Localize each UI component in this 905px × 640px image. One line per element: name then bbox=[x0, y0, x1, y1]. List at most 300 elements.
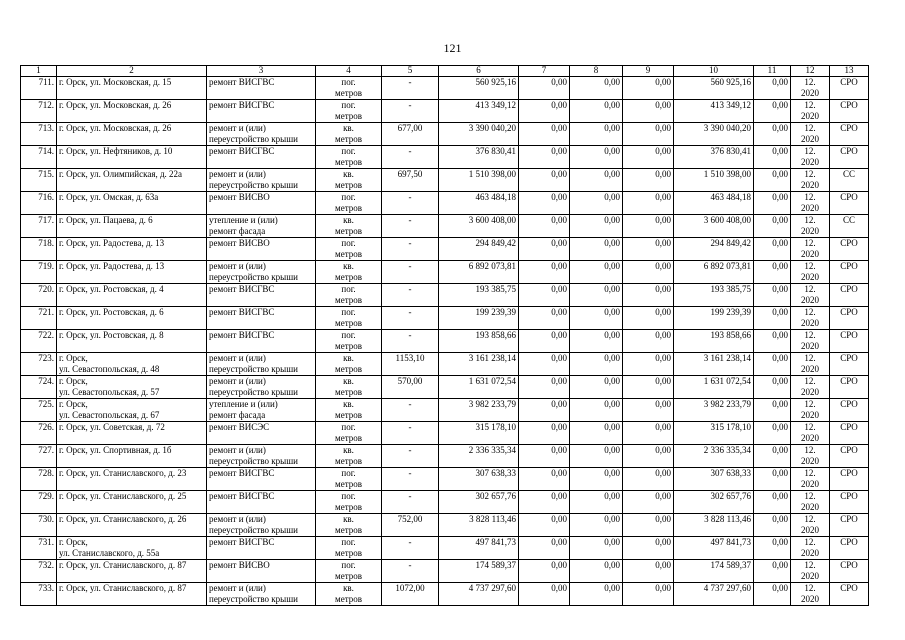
cell-line: ремонт ВИСГВС bbox=[209, 307, 275, 317]
cell-line: метров bbox=[335, 479, 362, 489]
work-type-cell bbox=[207, 583, 316, 606]
cost-cell: 0,00 bbox=[570, 376, 623, 399]
cell-line: пог. bbox=[341, 468, 356, 478]
period-cell bbox=[791, 491, 830, 514]
cell-line: ул. Станиславского, д. 55а bbox=[59, 548, 160, 558]
period-cell bbox=[791, 261, 830, 284]
cost-cell: 0,00 bbox=[570, 330, 623, 353]
cost-cell: 0,00 bbox=[623, 537, 674, 560]
unit-cell bbox=[316, 491, 382, 514]
table-row bbox=[21, 330, 869, 353]
area-cell: - bbox=[382, 77, 439, 100]
address-cell bbox=[57, 146, 207, 169]
cell-line: г. Орск, ул. Ростовская, д. 8 bbox=[59, 330, 164, 340]
cost-cell: 0,00 bbox=[754, 491, 791, 514]
cell-line: 12. bbox=[804, 261, 816, 271]
cost-cell: 0,00 bbox=[623, 422, 674, 445]
unit-cell bbox=[316, 307, 382, 330]
cell-line: 12. bbox=[804, 514, 816, 524]
cell-line: переустройство крыши bbox=[209, 594, 298, 604]
column-header: 7 bbox=[519, 66, 570, 77]
period-cell bbox=[791, 215, 830, 238]
cost-cell: 0,00 bbox=[570, 77, 623, 100]
unit-cell bbox=[316, 468, 382, 491]
method-cell: СС bbox=[830, 169, 869, 192]
table-row bbox=[21, 123, 869, 146]
cell-line: 12. bbox=[804, 537, 816, 547]
area-cell: 697,50 bbox=[382, 169, 439, 192]
unit-cell bbox=[316, 123, 382, 146]
work-type-cell bbox=[207, 146, 316, 169]
cost-cell: 193 858,66 bbox=[674, 330, 754, 353]
total-cost-cell: 3 390 040,20 bbox=[439, 123, 519, 146]
row-number: 718. bbox=[21, 238, 57, 261]
table-row bbox=[21, 261, 869, 284]
row-number: 726. bbox=[21, 422, 57, 445]
cost-cell: 0,00 bbox=[519, 445, 570, 468]
total-cost-cell: 315 178,10 bbox=[439, 422, 519, 445]
cell-line: ремонт ВИСГВС bbox=[209, 146, 275, 156]
cost-cell: 0,00 bbox=[623, 307, 674, 330]
address-cell bbox=[57, 307, 207, 330]
cost-cell: 0,00 bbox=[519, 100, 570, 123]
cost-cell: 0,00 bbox=[570, 399, 623, 422]
cost-cell: 0,00 bbox=[754, 77, 791, 100]
cost-cell: 294 849,42 bbox=[674, 238, 754, 261]
cost-cell: 0,00 bbox=[623, 468, 674, 491]
column-header: 6 bbox=[439, 66, 519, 77]
unit-cell bbox=[316, 422, 382, 445]
cell-line: ремонт и (или) bbox=[209, 123, 266, 133]
cell-line: метров bbox=[335, 341, 362, 351]
cost-cell: 0,00 bbox=[623, 376, 674, 399]
address-cell bbox=[57, 537, 207, 560]
unit-cell bbox=[316, 146, 382, 169]
total-cost-cell: 4 737 297,60 bbox=[439, 583, 519, 606]
cost-cell: 0,00 bbox=[519, 330, 570, 353]
cell-line: 12. bbox=[804, 146, 816, 156]
cell-line: 12. bbox=[804, 491, 816, 501]
cost-cell: 0,00 bbox=[754, 376, 791, 399]
cell-line: кв. bbox=[343, 123, 354, 133]
cell-line: метров bbox=[335, 318, 362, 328]
cell-line: утепление и (или) bbox=[209, 215, 278, 225]
unit-cell bbox=[316, 238, 382, 261]
cost-cell: 0,00 bbox=[754, 537, 791, 560]
column-header: 8 bbox=[570, 66, 623, 77]
method-cell: СРО bbox=[830, 307, 869, 330]
method-cell: СРО bbox=[830, 146, 869, 169]
row-number: 730. bbox=[21, 514, 57, 537]
work-type-cell bbox=[207, 307, 316, 330]
cell-line: г. Орск, ул. Омская, д. 63а bbox=[59, 192, 159, 202]
area-cell: 1072,00 bbox=[382, 583, 439, 606]
cell-line: г. Орск, ул. Нефтяников, д. 10 bbox=[59, 146, 173, 156]
cell-line: кв. bbox=[343, 169, 354, 179]
cost-cell: 0,00 bbox=[623, 169, 674, 192]
cell-line: г. Орск, ул. Радостева, д. 13 bbox=[59, 238, 165, 248]
cell-line: 12. bbox=[804, 100, 816, 110]
area-cell: - bbox=[382, 330, 439, 353]
period-cell bbox=[791, 537, 830, 560]
address-cell bbox=[57, 238, 207, 261]
total-cost-cell: 199 239,39 bbox=[439, 307, 519, 330]
method-cell: СС bbox=[830, 215, 869, 238]
address-cell bbox=[57, 169, 207, 192]
cell-line: ул. Севастопольская, д. 48 bbox=[59, 364, 160, 374]
cost-cell: 0,00 bbox=[519, 261, 570, 284]
table-row bbox=[21, 445, 869, 468]
cell-line: г. Орск, ул. Пацаева, д. 6 bbox=[59, 215, 153, 225]
cost-cell: 3 982 233,79 bbox=[674, 399, 754, 422]
cell-line: ремонт и (или) bbox=[209, 169, 266, 179]
address-cell bbox=[57, 192, 207, 215]
work-type-cell bbox=[207, 468, 316, 491]
cell-line: кв. bbox=[343, 399, 354, 409]
table-row bbox=[21, 560, 869, 583]
cost-cell: 0,00 bbox=[519, 284, 570, 307]
cost-cell: 0,00 bbox=[754, 238, 791, 261]
cell-line: пог. bbox=[341, 146, 356, 156]
cell-line: 2020 bbox=[801, 479, 819, 489]
row-number: 712. bbox=[21, 100, 57, 123]
column-header: 2 bbox=[57, 66, 207, 77]
cost-cell: 0,00 bbox=[754, 445, 791, 468]
row-number: 727. bbox=[21, 445, 57, 468]
cell-line: 12. bbox=[804, 123, 816, 133]
unit-cell bbox=[316, 353, 382, 376]
cell-line: ремонт ВИСГВС bbox=[209, 77, 275, 87]
cost-cell: 0,00 bbox=[570, 146, 623, 169]
cost-cell: 0,00 bbox=[519, 169, 570, 192]
cell-line: метров bbox=[335, 525, 362, 535]
cell-line: метров bbox=[335, 571, 362, 581]
table-row bbox=[21, 215, 869, 238]
unit-cell bbox=[316, 284, 382, 307]
cost-cell: 0,00 bbox=[519, 583, 570, 606]
period-cell bbox=[791, 468, 830, 491]
cost-cell: 0,00 bbox=[570, 514, 623, 537]
cost-cell: 0,00 bbox=[570, 353, 623, 376]
period-cell bbox=[791, 100, 830, 123]
work-type-cell bbox=[207, 560, 316, 583]
cost-cell: 3 828 113,46 bbox=[674, 514, 754, 537]
cost-cell: 0,00 bbox=[519, 238, 570, 261]
cell-line: 2020 bbox=[801, 134, 819, 144]
table-row bbox=[21, 146, 869, 169]
cost-cell: 0,00 bbox=[519, 123, 570, 146]
table-row bbox=[21, 422, 869, 445]
row-number: 728. bbox=[21, 468, 57, 491]
cell-line: переустройство крыши bbox=[209, 387, 298, 397]
total-cost-cell: 463 484,18 bbox=[439, 192, 519, 215]
cell-line: метров bbox=[335, 295, 362, 305]
method-cell: СРО bbox=[830, 284, 869, 307]
cell-line: ремонт ВИСГВС bbox=[209, 537, 275, 547]
total-cost-cell: 376 830,41 bbox=[439, 146, 519, 169]
row-number: 733. bbox=[21, 583, 57, 606]
cell-line: 2020 bbox=[801, 295, 819, 305]
cell-line: г. Орск, ул. Станиславского, д. 23 bbox=[59, 468, 187, 478]
row-number: 731. bbox=[21, 537, 57, 560]
cost-cell: 0,00 bbox=[519, 399, 570, 422]
work-type-cell bbox=[207, 215, 316, 238]
cell-line: ремонт и (или) bbox=[209, 583, 266, 593]
cost-cell: 0,00 bbox=[623, 215, 674, 238]
cell-line: г. Орск, ул. Станиславского, д. 26 bbox=[59, 514, 187, 524]
cost-cell: 497 841,73 bbox=[674, 537, 754, 560]
cost-cell: 1 631 072,54 bbox=[674, 376, 754, 399]
column-header: 12 bbox=[791, 66, 830, 77]
cell-line: 12. bbox=[804, 192, 816, 202]
row-number: 713. bbox=[21, 123, 57, 146]
work-type-cell bbox=[207, 100, 316, 123]
cell-line: 12. bbox=[804, 307, 816, 317]
column-header: 11 bbox=[754, 66, 791, 77]
method-cell: СРО bbox=[830, 376, 869, 399]
cost-cell: 0,00 bbox=[754, 330, 791, 353]
cost-cell: 0,00 bbox=[623, 330, 674, 353]
cell-line: ул. Севастопольская, д. 57 bbox=[59, 387, 160, 397]
cost-cell: 0,00 bbox=[754, 146, 791, 169]
cost-cell: 0,00 bbox=[754, 307, 791, 330]
cell-line: 2020 bbox=[801, 502, 819, 512]
cost-cell: 0,00 bbox=[623, 284, 674, 307]
area-cell: - bbox=[382, 560, 439, 583]
method-cell: СРО bbox=[830, 583, 869, 606]
period-cell bbox=[791, 123, 830, 146]
cell-line: 2020 bbox=[801, 548, 819, 558]
cost-cell: 0,00 bbox=[519, 146, 570, 169]
cell-line: метров bbox=[335, 594, 362, 604]
period-cell bbox=[791, 445, 830, 468]
cell-line: 12. bbox=[804, 422, 816, 432]
cell-line: ремонт и (или) bbox=[209, 261, 266, 271]
cost-cell: 6 892 073,81 bbox=[674, 261, 754, 284]
period-cell bbox=[791, 77, 830, 100]
cost-cell: 0,00 bbox=[623, 261, 674, 284]
cost-cell: 0,00 bbox=[570, 491, 623, 514]
cell-line: кв. bbox=[343, 583, 354, 593]
cost-cell: 0,00 bbox=[570, 560, 623, 583]
cell-line: 12. bbox=[804, 330, 816, 340]
cell-line: метров bbox=[335, 364, 362, 374]
cost-cell: 463 484,18 bbox=[674, 192, 754, 215]
table-row bbox=[21, 376, 869, 399]
cost-cell: 0,00 bbox=[519, 307, 570, 330]
cell-line: ремонт и (или) bbox=[209, 445, 266, 455]
cost-cell: 0,00 bbox=[754, 215, 791, 238]
table-row bbox=[21, 307, 869, 330]
cost-cell: 1 510 398,00 bbox=[674, 169, 754, 192]
address-cell bbox=[57, 123, 207, 146]
cell-line: г. Орск, ул. Станиславского, д. 87 bbox=[59, 583, 187, 593]
total-cost-cell: 174 589,37 bbox=[439, 560, 519, 583]
cell-line: 2020 bbox=[801, 111, 819, 121]
work-type-cell bbox=[207, 77, 316, 100]
cell-line: 12. bbox=[804, 399, 816, 409]
cost-cell: 0,00 bbox=[570, 169, 623, 192]
method-cell: СРО bbox=[830, 100, 869, 123]
row-number: 722. bbox=[21, 330, 57, 353]
method-cell: СРО bbox=[830, 330, 869, 353]
work-type-cell bbox=[207, 169, 316, 192]
cell-line: г. Орск, ул. Ростовская, д. 6 bbox=[59, 307, 164, 317]
cell-line: 2020 bbox=[801, 272, 819, 282]
cell-line: 12. bbox=[804, 468, 816, 478]
method-cell: СРО bbox=[830, 560, 869, 583]
address-cell bbox=[57, 491, 207, 514]
cost-cell: 560 925,16 bbox=[674, 77, 754, 100]
total-cost-cell: 3 828 113,46 bbox=[439, 514, 519, 537]
cell-line: 12. bbox=[804, 376, 816, 386]
cost-cell: 0,00 bbox=[519, 77, 570, 100]
cost-cell: 174 589,37 bbox=[674, 560, 754, 583]
cell-line: кв. bbox=[343, 445, 354, 455]
unit-cell bbox=[316, 261, 382, 284]
work-type-cell bbox=[207, 353, 316, 376]
cost-cell: 0,00 bbox=[623, 514, 674, 537]
column-header: 9 bbox=[623, 66, 674, 77]
address-cell bbox=[57, 261, 207, 284]
cost-cell: 0,00 bbox=[570, 468, 623, 491]
cost-cell: 0,00 bbox=[623, 399, 674, 422]
cost-cell: 0,00 bbox=[519, 215, 570, 238]
row-number: 720. bbox=[21, 284, 57, 307]
unit-cell bbox=[316, 169, 382, 192]
period-cell bbox=[791, 514, 830, 537]
cell-line: ремонт ВИСГВС bbox=[209, 330, 275, 340]
table-row bbox=[21, 353, 869, 376]
cost-cell: 193 385,75 bbox=[674, 284, 754, 307]
cell-line: 12. bbox=[804, 284, 816, 294]
cost-cell: 0,00 bbox=[623, 560, 674, 583]
cell-line: кв. bbox=[343, 215, 354, 225]
cell-line: ремонт ВИСЭС bbox=[209, 422, 270, 432]
cell-line: 12. bbox=[804, 238, 816, 248]
area-cell: - bbox=[382, 100, 439, 123]
period-cell bbox=[791, 583, 830, 606]
cell-line: 12. bbox=[804, 560, 816, 570]
row-number: 724. bbox=[21, 376, 57, 399]
area-cell: - bbox=[382, 146, 439, 169]
cell-line: метров bbox=[335, 433, 362, 443]
unit-cell bbox=[316, 376, 382, 399]
cost-cell: 0,00 bbox=[570, 123, 623, 146]
cost-cell: 0,00 bbox=[754, 560, 791, 583]
total-cost-cell: 1 510 398,00 bbox=[439, 169, 519, 192]
row-number: 721. bbox=[21, 307, 57, 330]
cost-cell: 4 737 297,60 bbox=[674, 583, 754, 606]
total-cost-cell: 6 892 073,81 bbox=[439, 261, 519, 284]
cost-cell: 0,00 bbox=[570, 192, 623, 215]
unit-cell bbox=[316, 399, 382, 422]
cell-line: переустройство крыши bbox=[209, 525, 298, 535]
cell-line: г. Орск, bbox=[59, 376, 88, 386]
cell-line: ремонт фасада bbox=[209, 226, 266, 236]
work-type-cell bbox=[207, 238, 316, 261]
address-cell bbox=[57, 445, 207, 468]
cell-line: переустройство крыши bbox=[209, 180, 298, 190]
cell-line: метров bbox=[335, 134, 362, 144]
cost-cell: 0,00 bbox=[623, 445, 674, 468]
table-row bbox=[21, 100, 869, 123]
cell-line: 2020 bbox=[801, 249, 819, 259]
period-cell bbox=[791, 238, 830, 261]
area-cell: - bbox=[382, 238, 439, 261]
address-cell bbox=[57, 560, 207, 583]
cell-line: г. Орск, bbox=[59, 399, 88, 409]
row-number: 711. bbox=[21, 77, 57, 100]
cell-line: 2020 bbox=[801, 318, 819, 328]
area-cell: - bbox=[382, 284, 439, 307]
work-type-cell bbox=[207, 537, 316, 560]
cell-line: метров bbox=[335, 226, 362, 236]
cell-line: ремонт ВИСГВС bbox=[209, 491, 275, 501]
cell-line: 12. bbox=[804, 583, 816, 593]
cost-cell: 0,00 bbox=[754, 583, 791, 606]
table-row bbox=[21, 468, 869, 491]
cost-cell: 0,00 bbox=[570, 445, 623, 468]
cost-cell: 0,00 bbox=[754, 284, 791, 307]
cost-cell: 302 657,76 bbox=[674, 491, 754, 514]
total-cost-cell: 3 600 408,00 bbox=[439, 215, 519, 238]
cost-cell: 315 178,10 bbox=[674, 422, 754, 445]
cell-line: г. Орск, ул. Станиславского, д. 87 bbox=[59, 560, 187, 570]
cost-cell: 0,00 bbox=[570, 422, 623, 445]
address-cell bbox=[57, 330, 207, 353]
column-header: 5 bbox=[382, 66, 439, 77]
cost-cell: 0,00 bbox=[754, 123, 791, 146]
cost-cell: 199 239,39 bbox=[674, 307, 754, 330]
cell-line: 2020 bbox=[801, 203, 819, 213]
cell-line: пог. bbox=[341, 422, 356, 432]
row-number: 716. bbox=[21, 192, 57, 215]
method-cell: СРО bbox=[830, 123, 869, 146]
cell-line: переустройство крыши bbox=[209, 272, 298, 282]
cost-cell: 0,00 bbox=[623, 238, 674, 261]
address-cell bbox=[57, 77, 207, 100]
cell-line: ремонт ВИСГВС bbox=[209, 468, 275, 478]
address-cell bbox=[57, 376, 207, 399]
cell-line: ремонт ВИСВО bbox=[209, 238, 270, 248]
row-number: 723. bbox=[21, 353, 57, 376]
area-cell: - bbox=[382, 445, 439, 468]
cell-line: метров bbox=[335, 548, 362, 558]
row-number: 729. bbox=[21, 491, 57, 514]
cost-cell: 0,00 bbox=[623, 123, 674, 146]
cost-cell: 0,00 bbox=[623, 583, 674, 606]
cost-cell: 0,00 bbox=[570, 537, 623, 560]
page-number: 121 bbox=[443, 41, 462, 55]
area-cell: - bbox=[382, 422, 439, 445]
cell-line: метров bbox=[335, 157, 362, 167]
row-number: 719. bbox=[21, 261, 57, 284]
cell-line: 2020 bbox=[801, 364, 819, 374]
table-row bbox=[21, 537, 869, 560]
cell-line: 12. bbox=[804, 169, 816, 179]
cell-line: 2020 bbox=[801, 88, 819, 98]
column-header: 13 bbox=[830, 66, 869, 77]
cell-line: кв. bbox=[343, 261, 354, 271]
area-cell: - bbox=[382, 399, 439, 422]
cell-line: переустройство крыши bbox=[209, 364, 298, 374]
work-type-cell bbox=[207, 445, 316, 468]
cell-line: 2020 bbox=[801, 594, 819, 604]
work-type-cell bbox=[207, 261, 316, 284]
cost-cell: 0,00 bbox=[570, 583, 623, 606]
method-cell: СРО bbox=[830, 353, 869, 376]
